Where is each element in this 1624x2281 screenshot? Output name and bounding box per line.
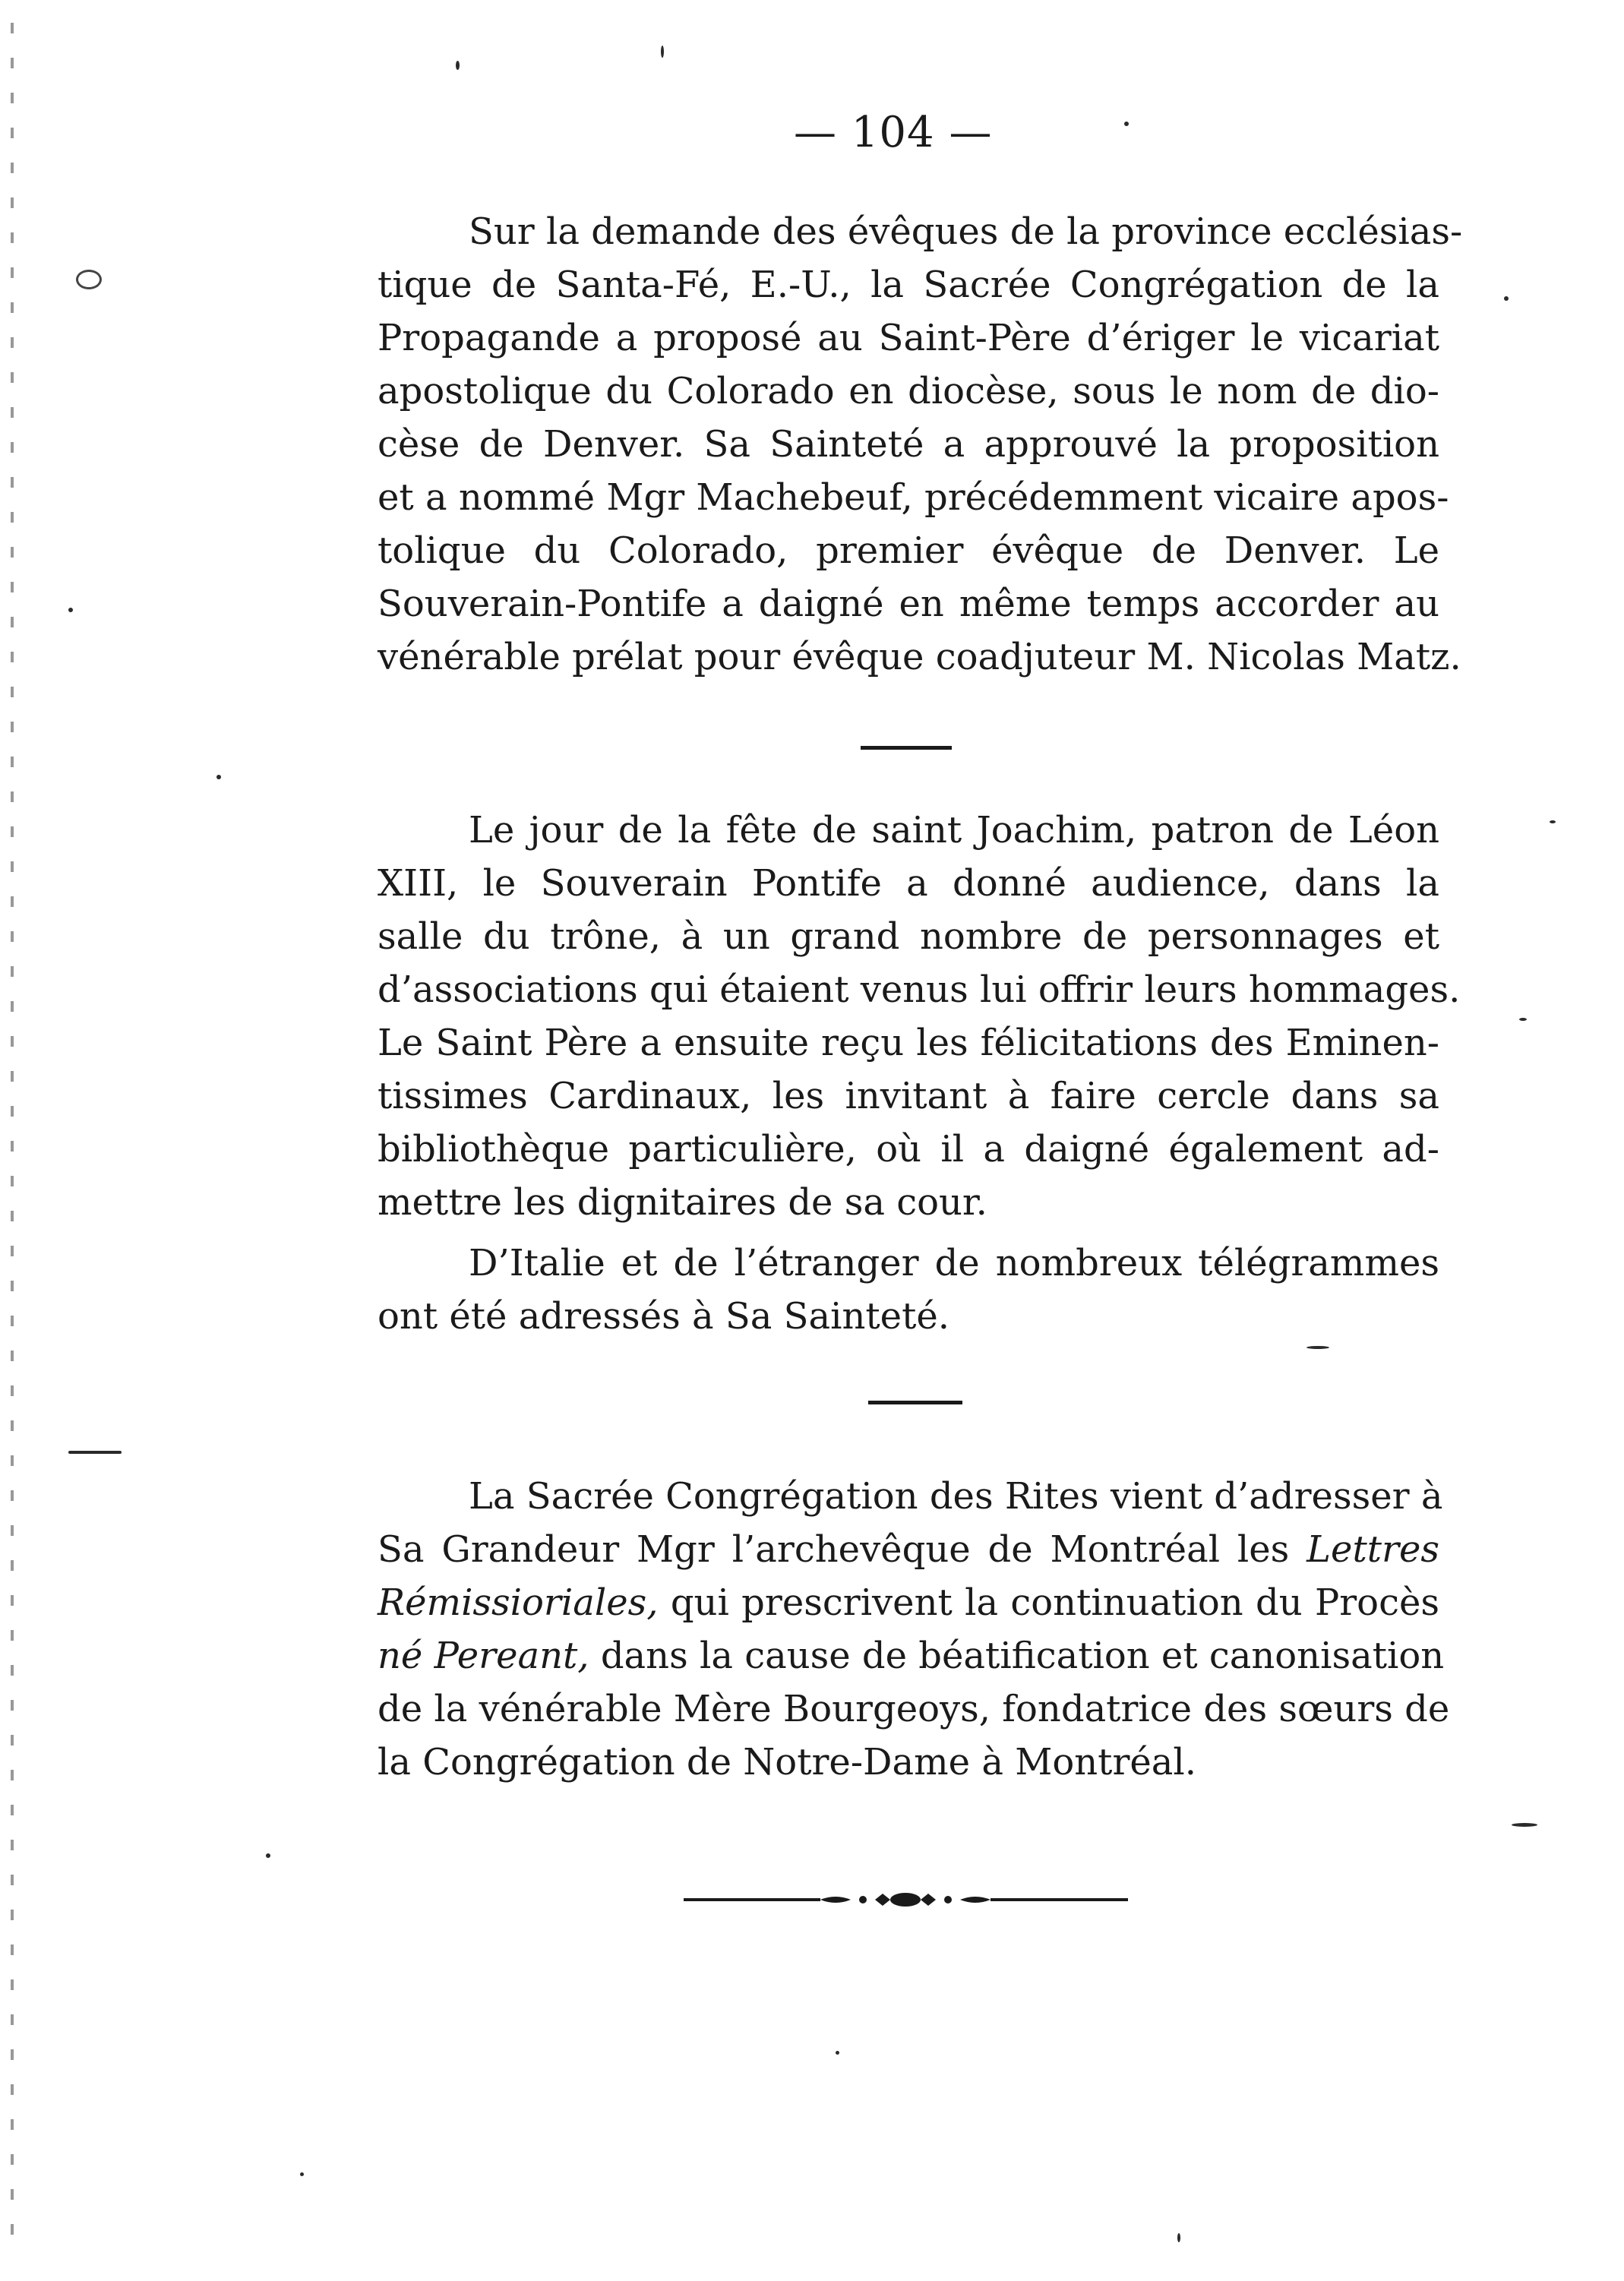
text-line: XIII, le Souverain Pontife a donné audience, dans la (378, 862, 1439, 905)
scan-speck (1177, 2233, 1180, 2242)
ornament-dot (944, 1896, 952, 1903)
text-line: ont été adressés à Sa Sainteté. (378, 1295, 950, 1338)
ornament-dot (859, 1896, 867, 1903)
text-line: mettre les dignitaires de sa cour. (378, 1181, 987, 1224)
scan-speck (1512, 1823, 1537, 1827)
text-line: vénérable prélat pour évêque coadjuteur M. Nicolas Matz. (378, 636, 1461, 678)
text-line: Le Saint Père a ensuite reçu les félicitations des Eminen- (378, 1022, 1439, 1064)
italic-title: Lettres (1306, 1528, 1439, 1571)
paragraph-telegrams (378, 1237, 1439, 1343)
text-line: Propagande a proposé au Saint-Père d’ériger le vicariat (378, 317, 1439, 359)
scan-speck (1519, 1018, 1527, 1021)
section-divider (868, 1401, 962, 1404)
binding-edge-marks (11, 23, 14, 2256)
page-number: — 104 — (794, 108, 993, 157)
text-line: et a nommé Mgr Machebeuf, précédemment vicaire apos- (378, 476, 1449, 519)
text-line: bibliothèque particulière, où il a daigné également ad- (378, 1128, 1439, 1171)
text-line: d’associations qui étaient venus lui offrir leurs hommages. (378, 968, 1461, 1011)
text-line: cèse de Denver. Sa Sainteté a approuvé la proposition (378, 423, 1439, 466)
scan-speck (1124, 122, 1129, 126)
scan-speck (1550, 820, 1556, 823)
ornament-leaf-right (960, 1897, 991, 1903)
italic-title: Rémissioriales, (378, 1581, 659, 1624)
scan-speck (68, 608, 73, 612)
scan-speck (661, 46, 664, 58)
ornament-diamond (921, 1894, 936, 1906)
text-line: salle du trône, à un grand nombre de personnages et (378, 915, 1439, 958)
text-line (378, 1523, 1439, 1576)
text-line: tolique du Colorado, premier évêque de Denver. Le (378, 529, 1439, 572)
text-line (378, 1629, 1445, 1682)
scan-speck (1306, 1346, 1329, 1349)
text-line: La Sacrée Congrégation des Rites vient d’adresser à (469, 1475, 1443, 1518)
ornament-diamond (875, 1894, 890, 1906)
text-line: de la vénérable Mère Bourgeoys, fondatrice des sœurs de (378, 1688, 1450, 1730)
scan-speck (1504, 296, 1509, 301)
text-span: dans la cause de béatification et canonisation (589, 1635, 1445, 1677)
scan-speck (456, 61, 460, 70)
ornament-leaf-left (820, 1897, 851, 1903)
text-line: Le jour de la fête de saint Joachim, patron de Léon (469, 809, 1439, 851)
section-divider (861, 746, 952, 750)
text-line: D’Italie et de l’étranger de nombreux télégrammes (469, 1242, 1439, 1284)
text-line: la Congrégation de Notre-Dame à Montréal. (378, 1741, 1197, 1783)
scan-speck (300, 2172, 304, 2176)
scan-speck (68, 1451, 122, 1454)
text-line (378, 1576, 1439, 1629)
italic-term: né Pereant, (378, 1635, 589, 1677)
ornament-center (890, 1893, 921, 1907)
scan-speck (216, 775, 221, 779)
paragraph-santa-fe (378, 205, 1463, 684)
ornamental-end-rule (684, 1891, 1128, 1909)
text-line: Souverain-Pontife a daigné en même temps accorder au (378, 583, 1439, 625)
text-span: qui prescrivent la continuation du Procès (658, 1581, 1439, 1624)
text-line: tissimes Cardinaux, les invitant à faire cercle dans sa (378, 1075, 1439, 1117)
text-span: Sa Grandeur Mgr l’archevêque de Montréal les (378, 1528, 1307, 1571)
paragraph-saint-joachim (378, 804, 1461, 1229)
scan-speck (836, 2051, 839, 2055)
text-line: apostolique du Colorado en diocèse, sous le nom de dio- (378, 370, 1439, 412)
paragraph-rites (378, 1470, 1450, 1789)
scan-speck (266, 1853, 270, 1858)
scan-speck (76, 270, 102, 289)
text-line: tique de Santa-Fé, E.-U., la Sacrée Congrégation de la (378, 264, 1439, 306)
text-line: Sur la demande des évêques de la province ecclésias- (469, 210, 1463, 253)
